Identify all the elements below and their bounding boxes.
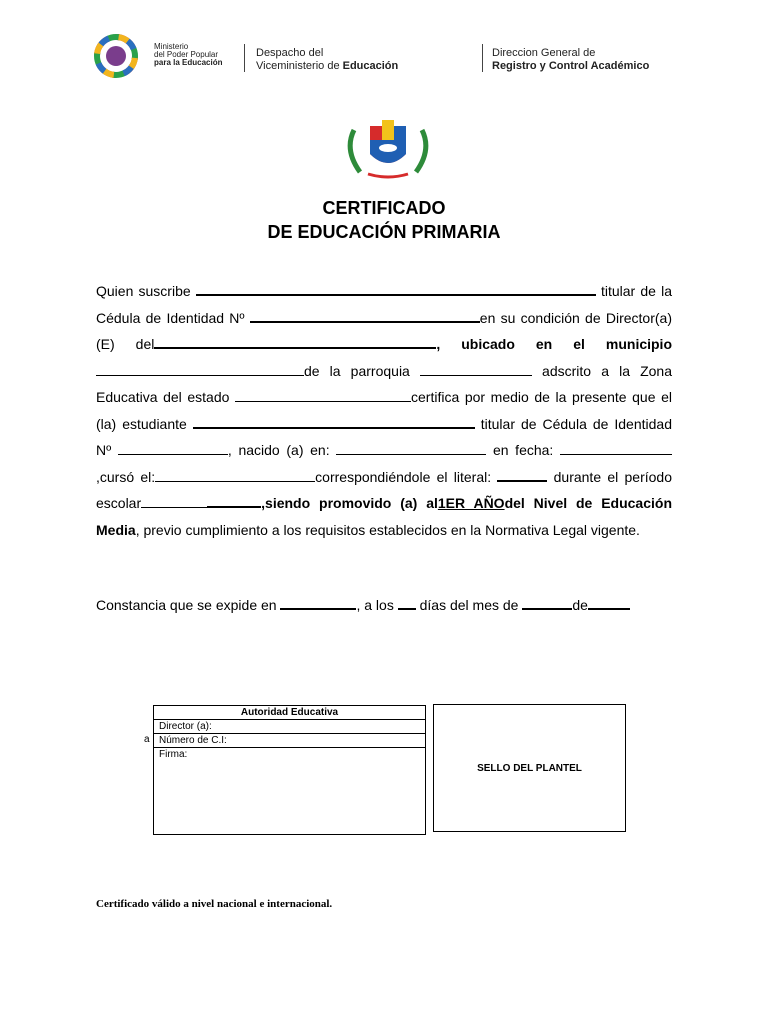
- student-id-field[interactable]: [118, 440, 228, 455]
- ci-field[interactable]: Número de C.I:: [154, 734, 425, 748]
- grade-field[interactable]: [155, 467, 315, 482]
- header-divider: [244, 44, 245, 72]
- birthdate-field[interactable]: [560, 440, 672, 455]
- student-name-field[interactable]: [193, 413, 475, 429]
- director-field[interactable]: Director (a):: [154, 720, 425, 734]
- name-field[interactable]: [196, 280, 596, 296]
- certificate-subtitle: DE EDUCACIÓN PRIMARIA: [267, 222, 501, 242]
- ministry-name: Ministerio del Poder Popular para la Educación: [154, 42, 223, 67]
- parish-field[interactable]: [420, 361, 532, 376]
- municipality-field[interactable]: [96, 361, 304, 376]
- school-seal-box: [433, 704, 626, 832]
- year-field[interactable]: [588, 594, 630, 610]
- state-field[interactable]: [235, 387, 411, 402]
- city-field[interactable]: [280, 594, 356, 610]
- seal-label: SELLO DEL PLANTEL: [477, 762, 582, 774]
- constancia-line: Constancia que se expide en , a los días del mes de de: [96, 594, 630, 613]
- direccion-label: Direccion General de Registro y Control Académico: [492, 47, 650, 72]
- header-divider: [482, 44, 483, 72]
- validity-note: Certificado válido a nivel nacional e internacional.: [96, 898, 333, 910]
- school-year-field[interactable]: [141, 493, 207, 508]
- certificate-title: CERTIFICADO: [322, 198, 446, 218]
- certificate-body: Quien suscribe titular de la Cédula de Identidad Nº en su condición de Director(a) (E) del , ubicado en el municipio de la parroquia adscrito a la Zona Educativa del estado certifica por medio de la presente que el (la) estudiante titular de Cédula de Identidad Nº , nacido (a) en: en fecha: ,cursó el: correspondiéndole el literal: durante el período escolar ,siendo promovido (a) al1ER AÑOdel Nivel de Educación Media, previo cumplimiento a los requisitos establecidos en la Normativa Legal vigente.: [96, 278, 672, 543]
- authority-heading: Autoridad Educativa: [154, 706, 425, 720]
- signature-field[interactable]: Firma:: [159, 749, 188, 760]
- authority-table: [153, 705, 426, 835]
- birthplace-field[interactable]: [336, 440, 486, 455]
- coat-of-arms-icon: [342, 120, 434, 182]
- ministry-logo-icon: [94, 34, 152, 78]
- margin-mark: a: [144, 734, 150, 745]
- month-field[interactable]: [522, 594, 572, 610]
- school-field[interactable]: [154, 333, 436, 349]
- literal-field[interactable]: [497, 466, 547, 482]
- letterhead: [94, 30, 714, 82]
- day-field[interactable]: [398, 594, 416, 610]
- id-number-field[interactable]: [250, 307, 480, 323]
- despacho-label: Despacho del Viceministerio de Educación: [256, 47, 399, 72]
- school-year-field-2[interactable]: [207, 492, 261, 508]
